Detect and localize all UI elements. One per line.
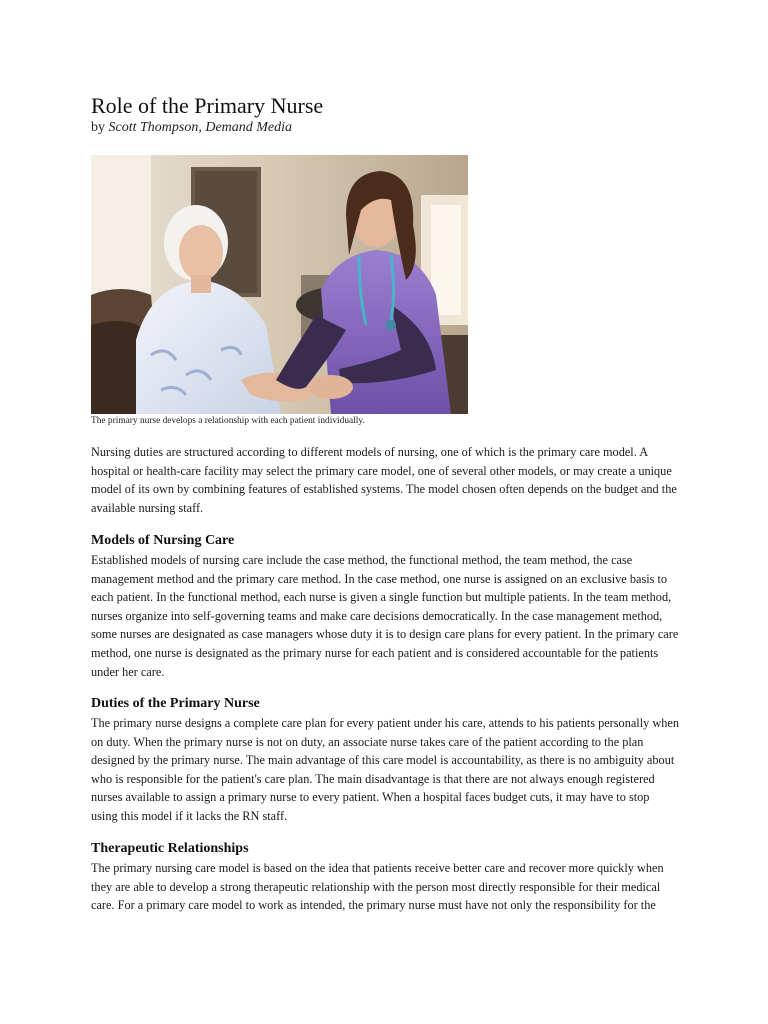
section-heading-models: Models of Nursing Care [91,533,235,548]
article-title: Role of the Primary Nurse [91,93,324,118]
section-body-duties: The primary nurse designs a complete care plan for every patient under his care, attends to his patients personally when on duty. When the primary nurse is not on duty, an associate nurse takes care of the patient according to the plan designed by the primary nurse. The main advantage of this care model is accountability, as there is no ambiguity about who is responsible for the patient's care plan. The main disadvantage is that there are not always enough registered nurses available to assign a primary nurse to every patient. When a hospital faces budget cuts, it may have to stop using this model if it lacks the RN staff. [91,716,679,823]
section-heading-duties: Duties of the Primary Nurse [91,696,260,711]
image-caption: The primary nurse develops a relationship with each patient individually. [91,416,365,426]
byline-prefix: by [91,120,105,135]
byline [91,120,292,136]
section-body-models: Established models of nursing care include the case method, the functional method, the team method, the case management method and the primary care method. In the case method, one nurse is assigned on an exclusive basis to each patient. In the functional method, each nurse is given a single function but multiple patients. In the team method, nurses organize into self-governing teams and make care decisions democratically. In the case management method, some nurses are designated as case managers whose duty it is to design care plans for every patient. In the primary care method, one nurse is designated as the primary nurse for each patient and is considered accountable for the patients under her care. [91,553,679,679]
section-heading-therapeutic: Therapeutic Relationships [91,841,249,856]
intro-paragraph: Nursing duties are structured according to different models of nursing, one of which is the primary care model. A hospital or health-care facility may select the primary care model, one of several other models, or may create a unique model of its own by combining features of established systems. The model chosen often depends on the budget and the available nursing staff. [91,445,677,515]
article-photo [91,155,468,414]
author-name: Scott Thompson, Demand Media [108,120,293,135]
section-body-therapeutic: The primary nursing care model is based on the idea that patients receive better care and recover more quickly when they are able to develop a strong therapeutic relationship with the person most directly responsible for their medical care. For a primary care model to work as intended, the primary nurse must have not only the responsibility for the [91,861,664,913]
